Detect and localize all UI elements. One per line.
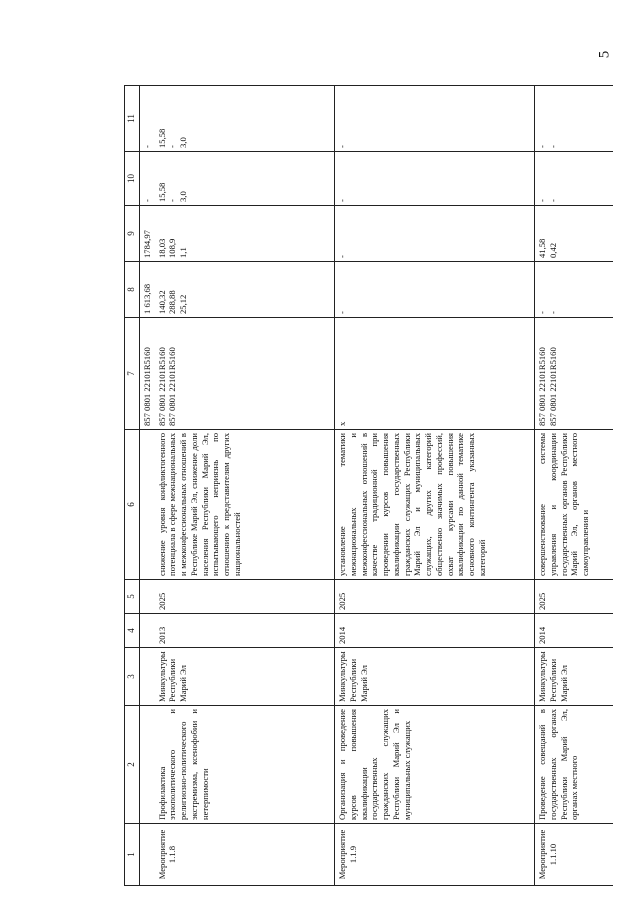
value: 108,9: [167, 238, 178, 258]
header-cell: 1: [125, 824, 140, 886]
value-cell: [155, 206, 335, 262]
header-cell: 3: [125, 648, 140, 706]
value: 41,58: [537, 238, 548, 258]
start-year: 2014: [335, 614, 535, 648]
budget-code-cell: [155, 318, 335, 430]
measure-id: Мероприятие 1.1.8: [155, 824, 335, 886]
executor: Минкультуры Республики Марий Эл: [335, 648, 535, 706]
expected-result: снижение уровня конфликтогенного потенциала в сфере межнациональных и межконфессиональных отношений в Республике Марий Эл, снижение доли населения Республики Марий Эл, испытывающего неприязнь по отношению к представителям других национальностей: [155, 430, 335, 580]
value-cell: -: [335, 206, 535, 262]
continuation-row: [140, 86, 155, 886]
value-cell: -: [140, 86, 155, 152]
measure-name: Проведение совещаний в государственных органах Республики Марий Эл, органах местного: [535, 706, 613, 824]
value: 1,1: [178, 247, 189, 258]
table-row: [155, 86, 335, 886]
value-cell: 1 613,68: [140, 262, 155, 318]
end-year: 2025: [335, 580, 535, 614]
value-cell: -: [335, 152, 535, 206]
header-cell: 7: [125, 318, 140, 430]
value-cell: [535, 152, 613, 206]
rotated-table-container: [124, 86, 624, 886]
value: 288,88: [167, 290, 178, 314]
value: -: [547, 199, 558, 202]
measure-name: Профилактика этнополитического и религиозно-политического экстремизма, ксенофобии и нетерпимости: [155, 706, 335, 824]
value-cell: [535, 206, 613, 262]
header-cell: 5: [125, 580, 140, 614]
start-year: 2014: [535, 614, 613, 648]
value-cell: 1784,97: [140, 206, 155, 262]
measures-table: [124, 85, 613, 886]
value-cell: [535, 86, 613, 152]
page-number: 5: [595, 50, 612, 59]
table-row: [535, 86, 613, 886]
measure-name: Организация и проведение курсов повышения квалификации государственных гражданских служащих Республики Марий Эл и муниципальных служащих: [335, 706, 535, 824]
value: 15,58: [156, 182, 167, 202]
expected-result: совершенствование системы управления и координации государственных органов Республики Марий Эл, органов местного самоуправления и: [535, 430, 613, 580]
value-cell: -: [335, 86, 535, 152]
value: 140,32: [156, 290, 167, 314]
value: -: [537, 311, 548, 314]
table-row: [335, 86, 535, 886]
header-cell: 11: [125, 86, 140, 152]
value: -: [537, 145, 548, 148]
budget-code: 857 0801 22101R5160: [537, 347, 548, 426]
budget-code-cell: [535, 318, 613, 430]
budget-code: х: [335, 318, 535, 430]
header-row: [125, 86, 140, 886]
expected-result: установление тематики межнациональных и межконфессиональных отношений в качестве традиционной при проведении курсов повышения квалификации государственных гражданских служащих Республики Марий Эл и муниципальных служащих, других категорий общественно значимых профессий, охват курсами повышения квалификации по данной тематике основного контингента указанных категорий: [335, 430, 535, 580]
value-cell: [155, 86, 335, 152]
measure-id: Мероприятие 1.1.10: [535, 824, 613, 886]
value: -: [167, 145, 178, 148]
executor: Минкультуры Республики Марий Эл: [155, 648, 335, 706]
value-cell: [155, 152, 335, 206]
header-cell: 6: [125, 430, 140, 580]
header-cell: 2: [125, 706, 140, 824]
value: -: [547, 311, 558, 314]
budget-code: 857 0801 22101R5160: [547, 347, 558, 426]
header-cell: 9: [125, 206, 140, 262]
value: 3,0: [178, 191, 189, 202]
header-cell: 10: [125, 152, 140, 206]
budget-code: 857 0801 22101R5160: [167, 347, 178, 426]
end-year: 2025: [535, 580, 613, 614]
value: -: [547, 145, 558, 148]
value-cell: [535, 262, 613, 318]
budget-code: 857 0801 22101R5160: [156, 347, 167, 426]
value: 15,58: [156, 128, 167, 148]
value: 0,42: [547, 242, 558, 258]
executor: Минкультуры Республики Марий Эл: [535, 648, 613, 706]
header-cell: 8: [125, 262, 140, 318]
value-cell: [155, 262, 335, 318]
value: 18,03: [156, 238, 167, 258]
start-year: 2013: [155, 614, 335, 648]
value: -: [537, 199, 548, 202]
end-year: 2025: [155, 580, 335, 614]
value-cell: -: [335, 262, 535, 318]
measure-id: Мероприятие 1.1.9: [335, 824, 535, 886]
value-cell: -: [140, 152, 155, 206]
value: 25,12: [178, 294, 189, 314]
value: 3,0: [178, 137, 189, 148]
header-cell: 4: [125, 614, 140, 648]
budget-code: 857 0801 22101R5160: [140, 318, 155, 430]
value: -: [167, 199, 178, 202]
